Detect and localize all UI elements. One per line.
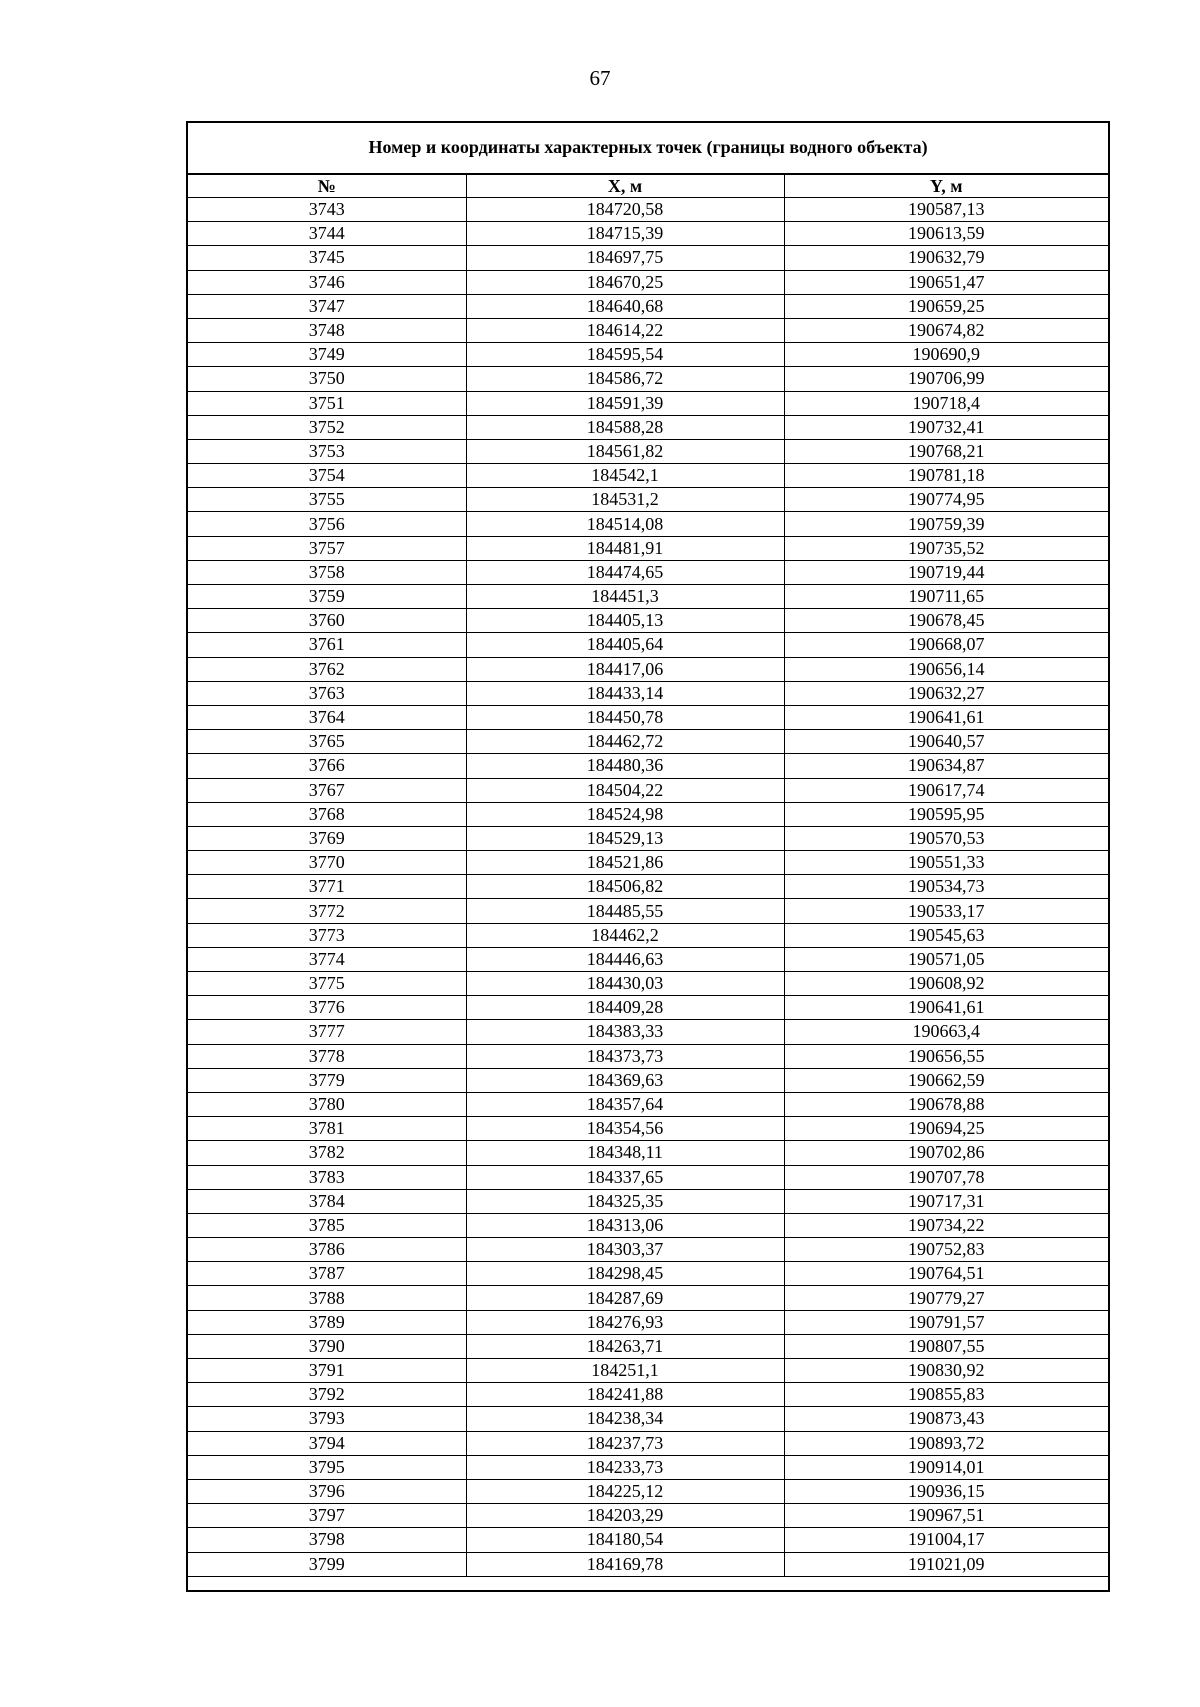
table-row [188,996,1108,1020]
x-coordinate-cell: 184524,98 [466,802,784,826]
page-number: 67 [589,66,611,90]
x-coordinate-cell: 184405,13 [466,609,784,633]
x-coordinate-cell: 184325,35 [466,1189,784,1213]
x-coordinate-cell: 184462,2 [466,923,784,947]
x-coordinate-cell: 184446,63 [466,947,784,971]
point-number-cell: 3770 [188,851,466,875]
y-coordinate-cell: 190534,73 [784,875,1108,899]
table-row [188,1117,1108,1141]
point-number-cell: 3753 [188,439,466,463]
x-coordinate-cell: 184241,88 [466,1383,784,1407]
table-row [188,754,1108,778]
y-coordinate-cell: 190634,87 [784,754,1108,778]
point-number-cell: 3752 [188,415,466,439]
table-row [188,1528,1108,1552]
table-row [188,343,1108,367]
table-row [188,198,1108,222]
y-coordinate-cell: 190873,43 [784,1407,1108,1431]
table-row [188,318,1108,342]
point-number-cell: 3772 [188,899,466,923]
x-coordinate-cell: 184287,69 [466,1286,784,1310]
point-number-cell: 3747 [188,294,466,318]
y-coordinate-cell: 190545,63 [784,923,1108,947]
y-coordinate-cell: 190967,51 [784,1504,1108,1528]
x-coordinate-cell: 184474,65 [466,560,784,584]
table-row [188,222,1108,246]
table-header-row [188,174,1108,198]
x-coordinate-cell: 184542,1 [466,464,784,488]
table-row [188,1431,1108,1455]
y-coordinate-cell: 190734,22 [784,1213,1108,1237]
point-number-cell: 3778 [188,1044,466,1068]
x-coordinate-cell: 184348,11 [466,1141,784,1165]
x-coordinate-cell: 184640,68 [466,294,784,318]
x-coordinate-cell: 184383,33 [466,1020,784,1044]
table-row [188,778,1108,802]
table-row [188,1455,1108,1479]
point-number-cell: 3789 [188,1310,466,1334]
y-coordinate-cell: 190719,44 [784,560,1108,584]
x-coordinate-cell: 184354,56 [466,1117,784,1141]
table-row [188,1189,1108,1213]
y-coordinate-cell: 190678,88 [784,1092,1108,1116]
table-row [188,1262,1108,1286]
point-number-cell: 3790 [188,1334,466,1358]
table-row [188,1504,1108,1528]
point-number-cell: 3758 [188,560,466,584]
y-coordinate-cell: 190752,83 [784,1238,1108,1262]
point-number-cell: 3787 [188,1262,466,1286]
x-coordinate-cell: 184588,28 [466,415,784,439]
x-coordinate-cell: 184337,65 [466,1165,784,1189]
x-coordinate-cell: 184561,82 [466,439,784,463]
x-coordinate-cell: 184276,93 [466,1310,784,1334]
y-coordinate-cell: 190640,57 [784,730,1108,754]
table-row [188,851,1108,875]
y-coordinate-cell: 190694,25 [784,1117,1108,1141]
column-header-y: Y, м [784,174,1108,198]
x-coordinate-cell: 184481,91 [466,536,784,560]
point-number-cell: 3776 [188,996,466,1020]
table-row [188,1141,1108,1165]
point-number-cell: 3791 [188,1359,466,1383]
point-number-cell: 3750 [188,367,466,391]
x-coordinate-cell: 184504,22 [466,778,784,802]
table-row [188,972,1108,996]
table-row [188,681,1108,705]
column-header-x: X, м [466,174,784,198]
y-coordinate-cell: 190830,92 [784,1359,1108,1383]
table-row [188,609,1108,633]
point-number-cell: 3759 [188,585,466,609]
point-number-cell: 3756 [188,512,466,536]
y-coordinate-cell: 190613,59 [784,222,1108,246]
table-row [188,705,1108,729]
x-coordinate-cell: 184433,14 [466,681,784,705]
x-coordinate-cell: 184238,34 [466,1407,784,1431]
table-row [188,439,1108,463]
x-coordinate-cell: 184529,13 [466,826,784,850]
point-number-cell: 3748 [188,318,466,342]
x-coordinate-cell: 184169,78 [466,1552,784,1576]
y-coordinate-cell: 190711,65 [784,585,1108,609]
table-row [188,802,1108,826]
y-coordinate-cell: 190732,41 [784,415,1108,439]
y-coordinate-cell: 190791,57 [784,1310,1108,1334]
x-coordinate-cell: 184409,28 [466,996,784,1020]
y-coordinate-cell: 190735,52 [784,536,1108,560]
y-coordinate-cell: 190663,4 [784,1020,1108,1044]
point-number-cell: 3794 [188,1431,466,1455]
x-coordinate-cell: 184521,86 [466,851,784,875]
point-number-cell: 3744 [188,222,466,246]
y-coordinate-cell: 190551,33 [784,851,1108,875]
point-number-cell: 3743 [188,198,466,222]
y-coordinate-cell: 190662,59 [784,1068,1108,1092]
point-number-cell: 3785 [188,1213,466,1237]
x-coordinate-cell: 184591,39 [466,391,784,415]
x-coordinate-cell: 184451,3 [466,585,784,609]
y-coordinate-cell: 190656,14 [784,657,1108,681]
coordinates-table-frame [186,121,1110,1592]
point-number-cell: 3769 [188,826,466,850]
table-row [188,1383,1108,1407]
point-number-cell: 3751 [188,391,466,415]
point-number-cell: 3761 [188,633,466,657]
y-coordinate-cell: 190717,31 [784,1189,1108,1213]
y-coordinate-cell: 190855,83 [784,1383,1108,1407]
x-coordinate-cell: 184417,06 [466,657,784,681]
x-coordinate-cell: 184251,1 [466,1359,784,1383]
y-coordinate-cell: 190641,61 [784,996,1108,1020]
table-row [188,1238,1108,1262]
x-coordinate-cell: 184233,73 [466,1455,784,1479]
table-row [188,1407,1108,1431]
table-row [188,1286,1108,1310]
y-coordinate-cell: 190595,95 [784,802,1108,826]
y-coordinate-cell: 190774,95 [784,488,1108,512]
point-number-cell: 3768 [188,802,466,826]
x-coordinate-cell: 184313,06 [466,1213,784,1237]
table-row [188,1092,1108,1116]
x-coordinate-cell: 184263,71 [466,1334,784,1358]
y-coordinate-cell: 190781,18 [784,464,1108,488]
y-coordinate-cell: 190659,25 [784,294,1108,318]
point-number-cell: 3749 [188,343,466,367]
point-number-cell: 3746 [188,270,466,294]
table-row [188,464,1108,488]
y-coordinate-cell: 190678,45 [784,609,1108,633]
x-coordinate-cell: 184357,64 [466,1092,784,1116]
coordinates-table [188,173,1108,1577]
x-coordinate-cell: 184586,72 [466,367,784,391]
point-number-cell: 3763 [188,681,466,705]
y-coordinate-cell: 190779,27 [784,1286,1108,1310]
y-coordinate-cell: 190632,79 [784,246,1108,270]
table-row [188,826,1108,850]
y-coordinate-cell: 190570,53 [784,826,1108,850]
y-coordinate-cell: 190718,4 [784,391,1108,415]
point-number-cell: 3779 [188,1068,466,1092]
x-coordinate-cell: 184670,25 [466,270,784,294]
point-number-cell: 3767 [188,778,466,802]
x-coordinate-cell: 184595,54 [466,343,784,367]
point-number-cell: 3773 [188,923,466,947]
x-coordinate-cell: 184485,55 [466,899,784,923]
x-coordinate-cell: 184715,39 [466,222,784,246]
x-coordinate-cell: 184614,22 [466,318,784,342]
table-row [188,899,1108,923]
point-number-cell: 3786 [188,1238,466,1262]
table-row [188,367,1108,391]
point-number-cell: 3764 [188,705,466,729]
x-coordinate-cell: 184430,03 [466,972,784,996]
x-coordinate-cell: 184531,2 [466,488,784,512]
point-number-cell: 3793 [188,1407,466,1431]
y-coordinate-cell: 190587,13 [784,198,1108,222]
table-row [188,294,1108,318]
y-coordinate-cell: 190759,39 [784,512,1108,536]
x-coordinate-cell: 184225,12 [466,1479,784,1503]
point-number-cell: 3777 [188,1020,466,1044]
y-coordinate-cell: 190674,82 [784,318,1108,342]
point-number-cell: 3760 [188,609,466,633]
table-row [188,633,1108,657]
point-number-cell: 3771 [188,875,466,899]
point-number-cell: 3799 [188,1552,466,1576]
y-coordinate-cell: 190690,9 [784,343,1108,367]
table-row [188,1068,1108,1092]
y-coordinate-cell: 190533,17 [784,899,1108,923]
table-row [188,657,1108,681]
point-number-cell: 3784 [188,1189,466,1213]
y-coordinate-cell: 190768,21 [784,439,1108,463]
y-coordinate-cell: 190641,61 [784,705,1108,729]
x-coordinate-cell: 184203,29 [466,1504,784,1528]
point-number-cell: 3762 [188,657,466,681]
point-number-cell: 3788 [188,1286,466,1310]
table-row [188,391,1108,415]
table-row [188,488,1108,512]
column-header-number: № [188,174,466,198]
point-number-cell: 3757 [188,536,466,560]
point-number-cell: 3792 [188,1383,466,1407]
table-row [188,1020,1108,1044]
y-coordinate-cell: 191021,09 [784,1552,1108,1576]
x-coordinate-cell: 184450,78 [466,705,784,729]
table-row [188,875,1108,899]
y-coordinate-cell: 190893,72 [784,1431,1108,1455]
y-coordinate-cell: 190617,74 [784,778,1108,802]
table-row [188,512,1108,536]
x-coordinate-cell: 184697,75 [466,246,784,270]
x-coordinate-cell: 184514,08 [466,512,784,536]
y-coordinate-cell: 191004,17 [784,1528,1108,1552]
point-number-cell: 3745 [188,246,466,270]
table-row [188,730,1108,754]
y-coordinate-cell: 190571,05 [784,947,1108,971]
point-number-cell: 3765 [188,730,466,754]
y-coordinate-cell: 190914,01 [784,1455,1108,1479]
table-row [188,560,1108,584]
table-row [188,415,1108,439]
point-number-cell: 3798 [188,1528,466,1552]
table-row [188,947,1108,971]
table-row [188,1552,1108,1576]
y-coordinate-cell: 190608,92 [784,972,1108,996]
table-row [188,585,1108,609]
point-number-cell: 3774 [188,947,466,971]
y-coordinate-cell: 190764,51 [784,1262,1108,1286]
x-coordinate-cell: 184720,58 [466,198,784,222]
table-row [188,1044,1108,1068]
x-coordinate-cell: 184298,45 [466,1262,784,1286]
x-coordinate-cell: 184506,82 [466,875,784,899]
table-row [188,1334,1108,1358]
x-coordinate-cell: 184180,54 [466,1528,784,1552]
y-coordinate-cell: 190651,47 [784,270,1108,294]
x-coordinate-cell: 184237,73 [466,1431,784,1455]
table-row [188,536,1108,560]
table-title: Номер и координаты характерных точек (границы водного объекта) [368,137,928,157]
table-row [188,1359,1108,1383]
point-number-cell: 3796 [188,1479,466,1503]
x-coordinate-cell: 184405,64 [466,633,784,657]
y-coordinate-cell: 190936,15 [784,1479,1108,1503]
x-coordinate-cell: 184369,63 [466,1068,784,1092]
point-number-cell: 3755 [188,488,466,512]
point-number-cell: 3795 [188,1455,466,1479]
y-coordinate-cell: 190707,78 [784,1165,1108,1189]
point-number-cell: 3766 [188,754,466,778]
y-coordinate-cell: 190807,55 [784,1334,1108,1358]
point-number-cell: 3781 [188,1117,466,1141]
x-coordinate-cell: 184303,37 [466,1238,784,1262]
table-row [188,270,1108,294]
y-coordinate-cell: 190706,99 [784,367,1108,391]
point-number-cell: 3780 [188,1092,466,1116]
table-row [188,1213,1108,1237]
y-coordinate-cell: 190632,27 [784,681,1108,705]
table-row [188,923,1108,947]
table-row [188,1479,1108,1503]
point-number-cell: 3783 [188,1165,466,1189]
point-number-cell: 3797 [188,1504,466,1528]
point-number-cell: 3775 [188,972,466,996]
x-coordinate-cell: 184480,36 [466,754,784,778]
table-row [188,246,1108,270]
table-body [188,198,1108,1577]
point-number-cell: 3754 [188,464,466,488]
point-number-cell: 3782 [188,1141,466,1165]
table-row [188,1310,1108,1334]
y-coordinate-cell: 190702,86 [784,1141,1108,1165]
table-row [188,1165,1108,1189]
x-coordinate-cell: 184373,73 [466,1044,784,1068]
y-coordinate-cell: 190656,55 [784,1044,1108,1068]
x-coordinate-cell: 184462,72 [466,730,784,754]
y-coordinate-cell: 190668,07 [784,633,1108,657]
